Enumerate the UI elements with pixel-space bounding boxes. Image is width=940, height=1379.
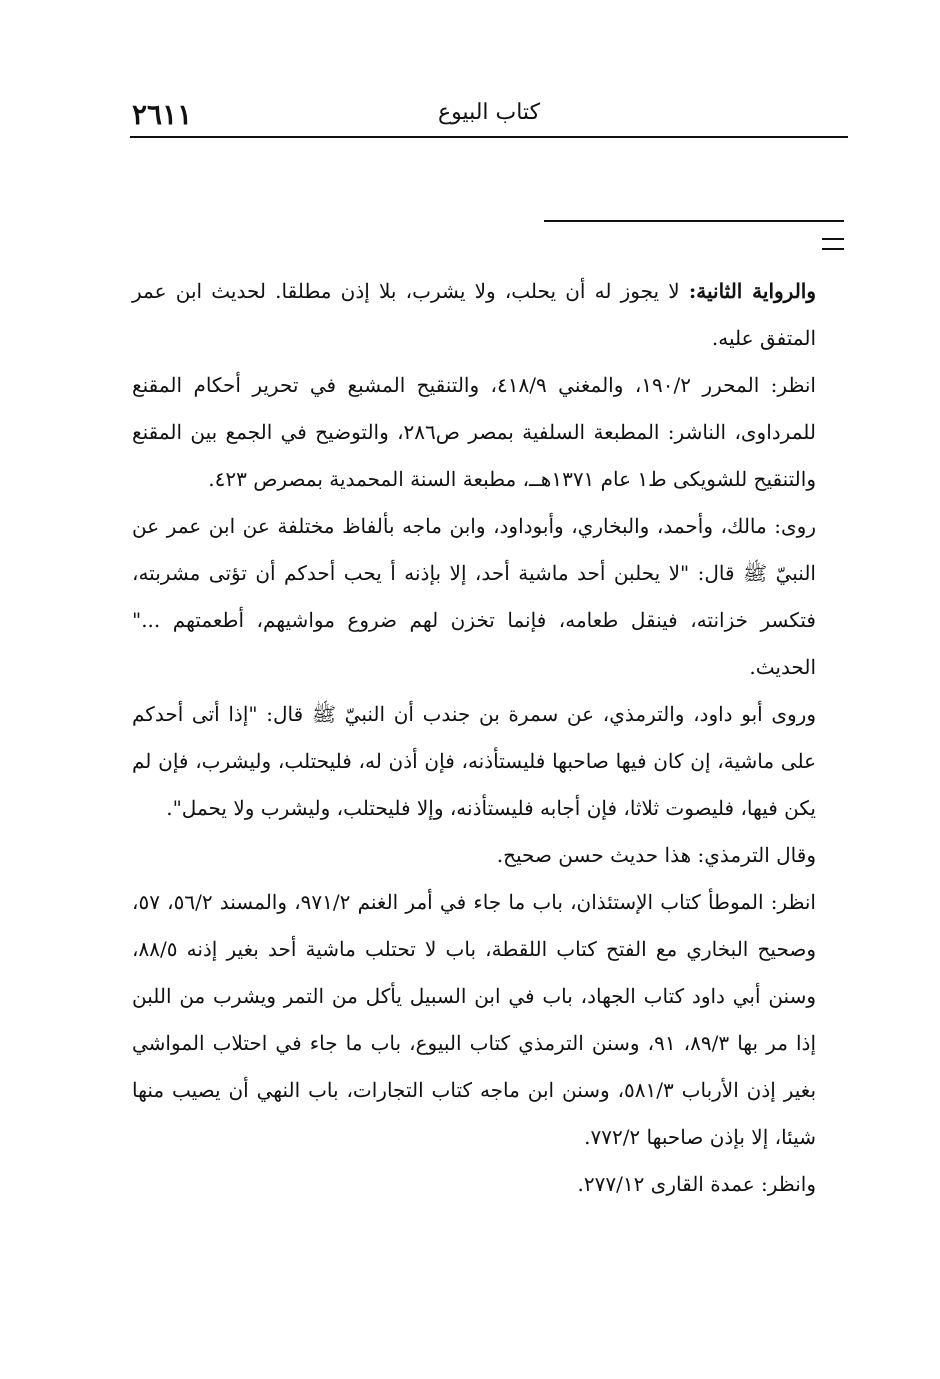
paragraph-hadith-ibn-umar: روى: مالك، وأحمد، والبخاري، وأبوداود، وابن ماجه بألفاظ مختلفة عن ابن عمر عن النبيّ ﷺ قال: "لا يحلبن أحد ماشية أحد، إلا بإذنه أ يحب أحدكم أن تؤتى مشربته، فتكسر خزانته، فينقل طعامه، فإنما تخزن لهم ضروع مواشيهم، أطعمتهم ..." الحديث. xyxy=(132,514,816,679)
footnote-body xyxy=(132,268,816,1208)
paragraph-text: لا يجوز له أن يحلب، ولا يشرب، بلا إذن مطلقا. لحديث ابن عمر المتفق عليه. xyxy=(132,279,816,350)
paragraph-see-also: وانظر: عمدة القارى ٢٧٧/١٢. xyxy=(577,1172,816,1196)
page-number: ٢٦١١ xyxy=(132,98,193,131)
header-rule xyxy=(130,136,848,138)
paragraph-references: انظر: المحرر ١٩٠/٢، والمغني ٤١٨/٩، والتنقيح المشبع في تحرير أحكام المقنع للمرداوى، الناشر: المطبعة السلفية بمصر ص٢٨٦، والتوضيح في الجمع بين المقنع والتنقيح للشويكى ط١ عام ١٣٧١هــ، مطبعة السنة المحمدية بمصرص ٤٢٣. xyxy=(132,373,816,491)
paragraph-hadith-samura: وروى أبو داود، والترمذي، عن سمرة بن جندب أن النبيّ ﷺ قال: "إذا أتى أحدكم على ماشية، إن كان فيها صاحبها فليستأذنه، فإن أذن له، فليحتلب، وليشرب، فإن لم يكن فيها، فليصوت ثلاثا، فإن أجابه فليستأذنه، وإلا فليحتلب، وليشرب ولا يحمل". xyxy=(132,702,817,820)
paragraph-second-narration xyxy=(132,268,816,362)
page-header xyxy=(130,96,848,136)
paragraph-sources: انظر: الموطأ كتاب الإستئذان، باب ما جاء في أمر الغنم ٩٧١/٢، والمسند ٥٦/٢، ٥٧، وصحيح البخاري مع الفتح كتاب اللقطة، باب لا تحتلب ماشية أحد بغير إذنه ٨٨/٥، وسنن أبي داود كتاب الجهاد، باب في ابن السبيل يأكل من التمر ويشرب من اللبن إذا مر بها ٨٩/٣، ٩١، وسنن الترمذي كتاب البيوع، باب ما جاء في احتلاب المواشي بغير إذن الأرباب ٥٨١/٣، وسنن ابن ماجه كتاب التجارات، باب النهي أن يصيب منها شيئا، إلا بإذن صاحبها ٧٧٢/٢. xyxy=(132,890,817,1149)
running-title: كتاب البيوع xyxy=(437,100,541,125)
paragraph-lead: والرواية الثانية: xyxy=(688,279,816,303)
footnote-separator-rule xyxy=(544,220,844,222)
paragraph-tirmidhi-grade: وقال الترمذي: هذا حديث حسن صحيح. xyxy=(496,843,816,867)
footnote-continuation-mark xyxy=(822,238,844,250)
